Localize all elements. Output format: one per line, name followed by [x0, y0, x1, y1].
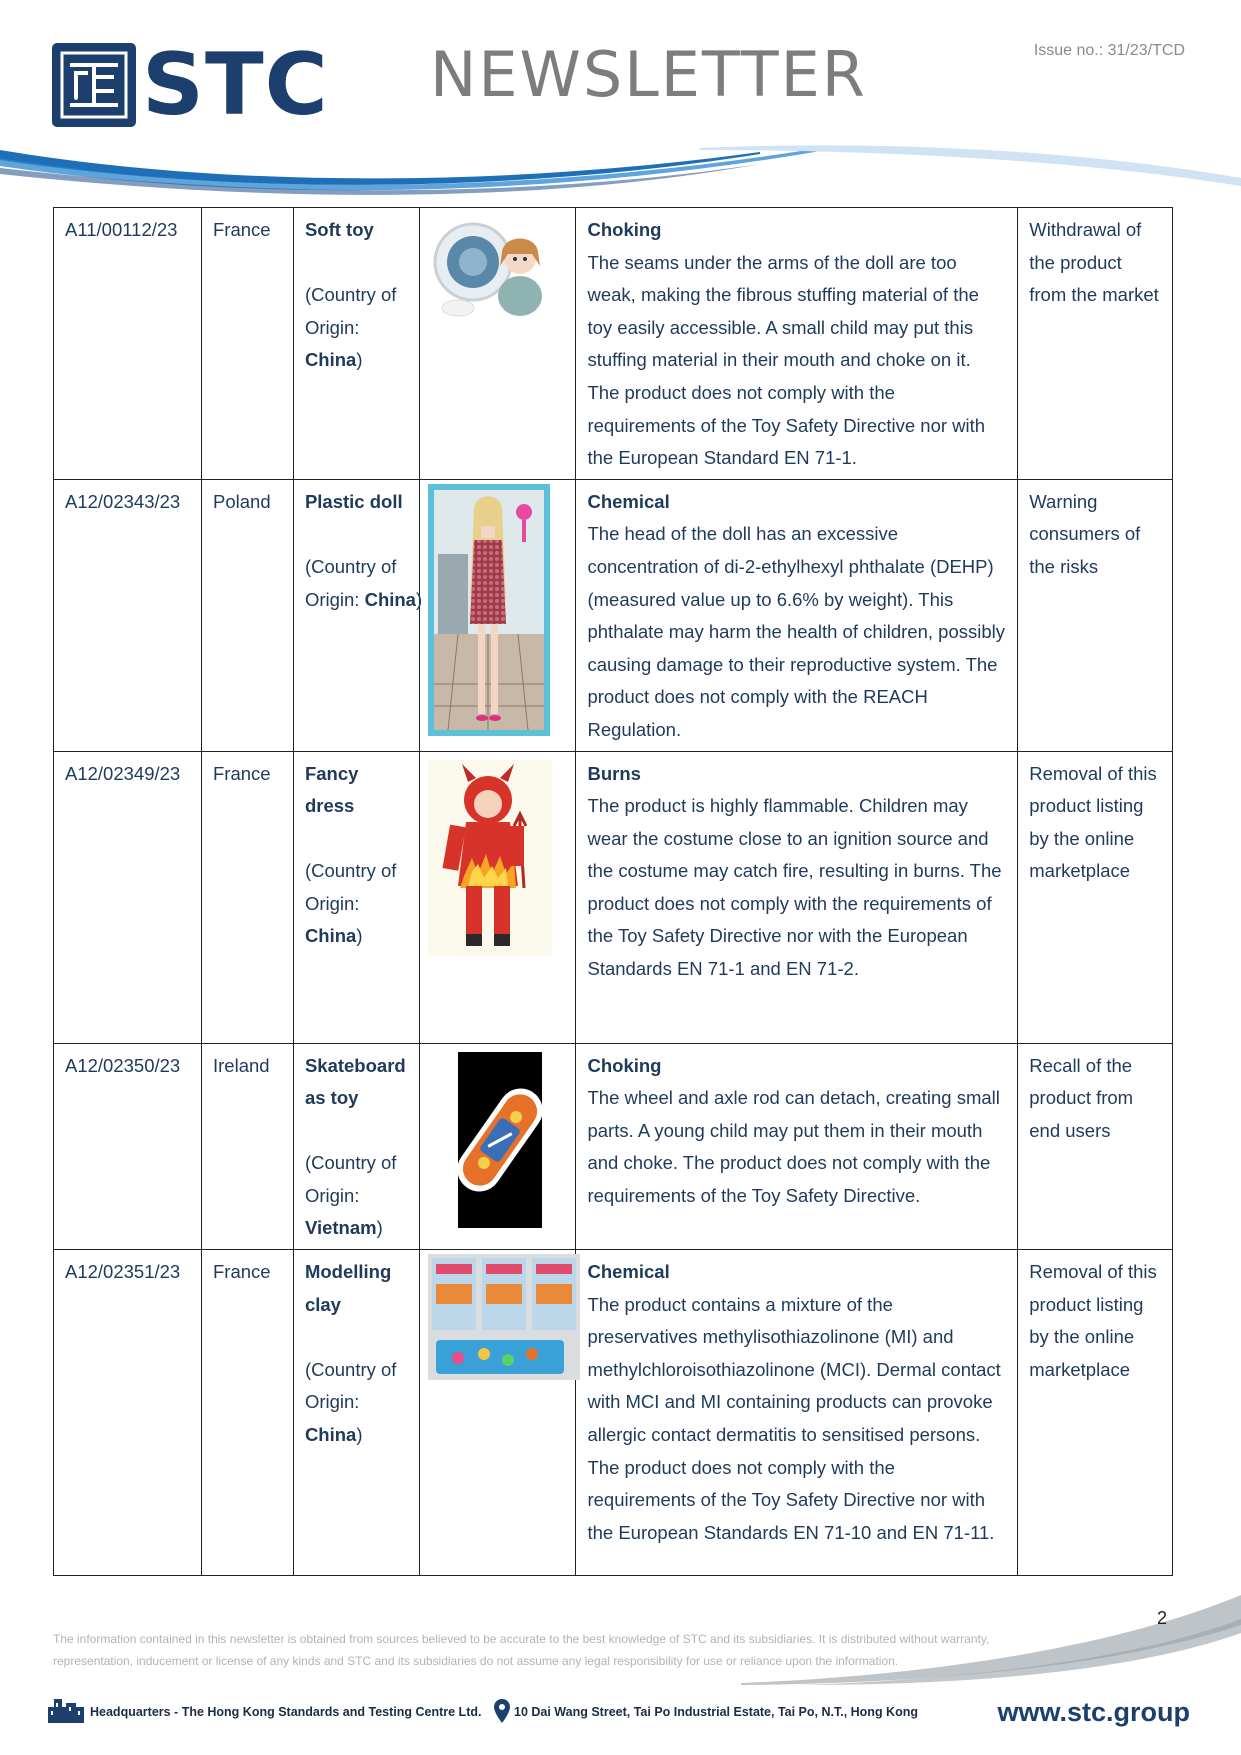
product-image-cell: [419, 1043, 576, 1250]
measures-taken: Recall of the product from end users: [1018, 1043, 1173, 1250]
origin-country: China: [364, 588, 416, 610]
logo-text: STC: [142, 35, 329, 135]
risk-cell: [576, 751, 1018, 1043]
product-image-cell: [419, 208, 576, 480]
alert-reference: A12/02349/23: [54, 751, 202, 1043]
risk-cell: [576, 1250, 1018, 1576]
risk-description: The head of the doll has an excessive concentration of di-2-ethylhexyl phthalate (DEHP) (measured value up to 6.6% by weight). This phthalate may harm the health of children, possibly causing damage to their reproductive system. The product does not comply with the REACH Regulation.: [587, 523, 1005, 740]
risk-type: Chemical: [587, 490, 670, 512]
origin-line: Origin:: [304, 1391, 360, 1413]
skateboard-photo: [428, 1048, 552, 1228]
stc-logo-mark-icon: [52, 43, 136, 127]
newsletter-title: NEWSLETTER: [430, 38, 867, 111]
product-image-cell: [419, 479, 576, 751]
risk-type: Choking: [587, 1054, 662, 1076]
risk-description: The product is highly flammable. Children may wear the costume close to an ignition source and the costume may catch fire, resulting in burns. The product does not comply with the requirements of the Toy Safety Directive nor with the European Standards EN 71-1 and EN 71-2.: [587, 795, 1002, 980]
measures-taken: Warning consumers of the risks: [1018, 479, 1173, 751]
table-row: [54, 479, 1173, 751]
origin-line: (Country of: [304, 1152, 397, 1174]
risk-description: The product contains a mixture of the preservatives methylisothiazolinone (MI) and methylchloroisothiazolinone (MCI). Dermal contact with MCI and MI containing products can provoke allergic contact dermatitis to sensitised persons. The product does not comply with the requirements of the Toy Safety Directive nor with the European Standards EN 71-10 and EN 71-11.: [587, 1293, 1001, 1543]
product-cell: [293, 1043, 419, 1250]
notifying-country: Poland: [202, 479, 294, 751]
product-name: Soft toy: [304, 219, 374, 240]
header-swoosh: [0, 140, 1241, 196]
headquarters-text: Headquarters - The Hong Kong Standards and Testing Centre Ltd.: [90, 1705, 482, 1719]
origin-country-line: China): [304, 1424, 363, 1446]
table-row: [54, 751, 1173, 1043]
origin-line: Origin:: [304, 316, 360, 338]
issue-number: Issue no.: 31/23/TCD: [1033, 42, 1185, 59]
alert-reference: A12/02351/23: [54, 1250, 202, 1576]
product-cell: [293, 479, 423, 751]
alert-reference: A12/02343/23: [54, 479, 202, 751]
soft-toy-photo: [428, 212, 552, 322]
origin-line: (Country of: [304, 1358, 397, 1380]
alert-reference: A11/00112/23: [54, 208, 202, 480]
product-name: Skateboard as toy: [304, 1054, 406, 1109]
origin-country-line: China): [304, 349, 363, 371]
plastic-doll-photo: [428, 484, 550, 736]
product-cell: [293, 1250, 419, 1576]
risk-type: Choking: [587, 219, 662, 240]
product-cell: [293, 208, 419, 480]
origin-line: (Country of: [304, 860, 397, 882]
product-image-cell: [419, 1250, 576, 1576]
notifying-country: Ireland: [202, 1043, 294, 1250]
risk-type: Chemical: [587, 1261, 670, 1283]
product-name: Modelling clay: [304, 1261, 392, 1315]
risk-description: The seams under the arms of the doll are too weak, making the fibrous stuffing material of the toy easily accessible. A small child may put this stuffing material in their mouth and choke on it. The product does not comply with the requirements of the Toy Safety Directive nor with the European Standard EN 71-1.: [587, 251, 986, 469]
product-cell: [293, 751, 419, 1043]
location-pin-icon: [494, 1699, 510, 1723]
notifying-country: France: [202, 751, 294, 1043]
product-image-cell: [419, 751, 576, 1043]
origin-country: China: [304, 1424, 357, 1446]
disclaimer: The information contained in this newsletter is obtained from sources believed to be accurate to the best knowledge of STC and its subsidiaries. It is distributed without warranty, representation, inducement or license of any kinds and STC and its subsidiaries do not assume any legal responsibility for use or reliance upon the information.: [53, 1632, 990, 1668]
modelling-clay-photo: [428, 1254, 580, 1380]
risk-cell: [576, 1043, 1018, 1250]
origin-country-line: China): [304, 925, 363, 947]
notifying-country: France: [202, 208, 294, 480]
measures-taken: Withdrawal of the product from the market: [1018, 208, 1173, 480]
devil-costume-photo: [428, 756, 552, 960]
risk-cell: [576, 208, 1018, 480]
page-number: 2: [1157, 1608, 1168, 1628]
notifying-country: France: [202, 1250, 294, 1576]
address-text: 10 Dai Wang Street, Tai Po Industrial Estate, Tai Po, N.T., Hong Kong: [514, 1705, 918, 1719]
measures-taken: Removal of this product listing by the online marketplace: [1018, 751, 1173, 1043]
product-name: Fancy dress: [304, 762, 359, 817]
origin-line: (Country of: [304, 284, 397, 306]
recall-alerts-table: [53, 207, 1173, 1576]
alert-reference: A12/02350/23: [54, 1043, 202, 1250]
product-name: Plastic doll: [304, 490, 403, 512]
table-row: [54, 1250, 1173, 1576]
origin-country: China: [304, 925, 357, 947]
measures-taken: Removal of this product listing by the online marketplace: [1018, 1250, 1173, 1576]
origin-country: Vietnam: [304, 1217, 377, 1239]
footer-bar: [48, 1697, 1198, 1727]
stc-logo: [52, 35, 329, 135]
origin-line: Origin:: [304, 892, 360, 914]
building-icon: [48, 1697, 84, 1723]
origin-line: Origin:: [304, 1184, 360, 1206]
table-row: [54, 1043, 1173, 1250]
risk-type: Burns: [587, 762, 641, 784]
origin-country: China: [304, 349, 357, 371]
risk-description: The wheel and axle rod can detach, creating small parts. A young child may put them in their mouth and choke. The product does not comply with the requirements of the Toy Safety Directive.: [587, 1087, 1000, 1206]
origin-country-line: Origin: China): [304, 588, 423, 610]
origin-country-line: Vietnam): [304, 1217, 383, 1239]
origin-line: (Country of: [304, 555, 397, 577]
risk-cell: [576, 479, 1018, 751]
table-row: [54, 208, 1173, 480]
website-link[interactable]: www.stc.group: [997, 1697, 1190, 1727]
